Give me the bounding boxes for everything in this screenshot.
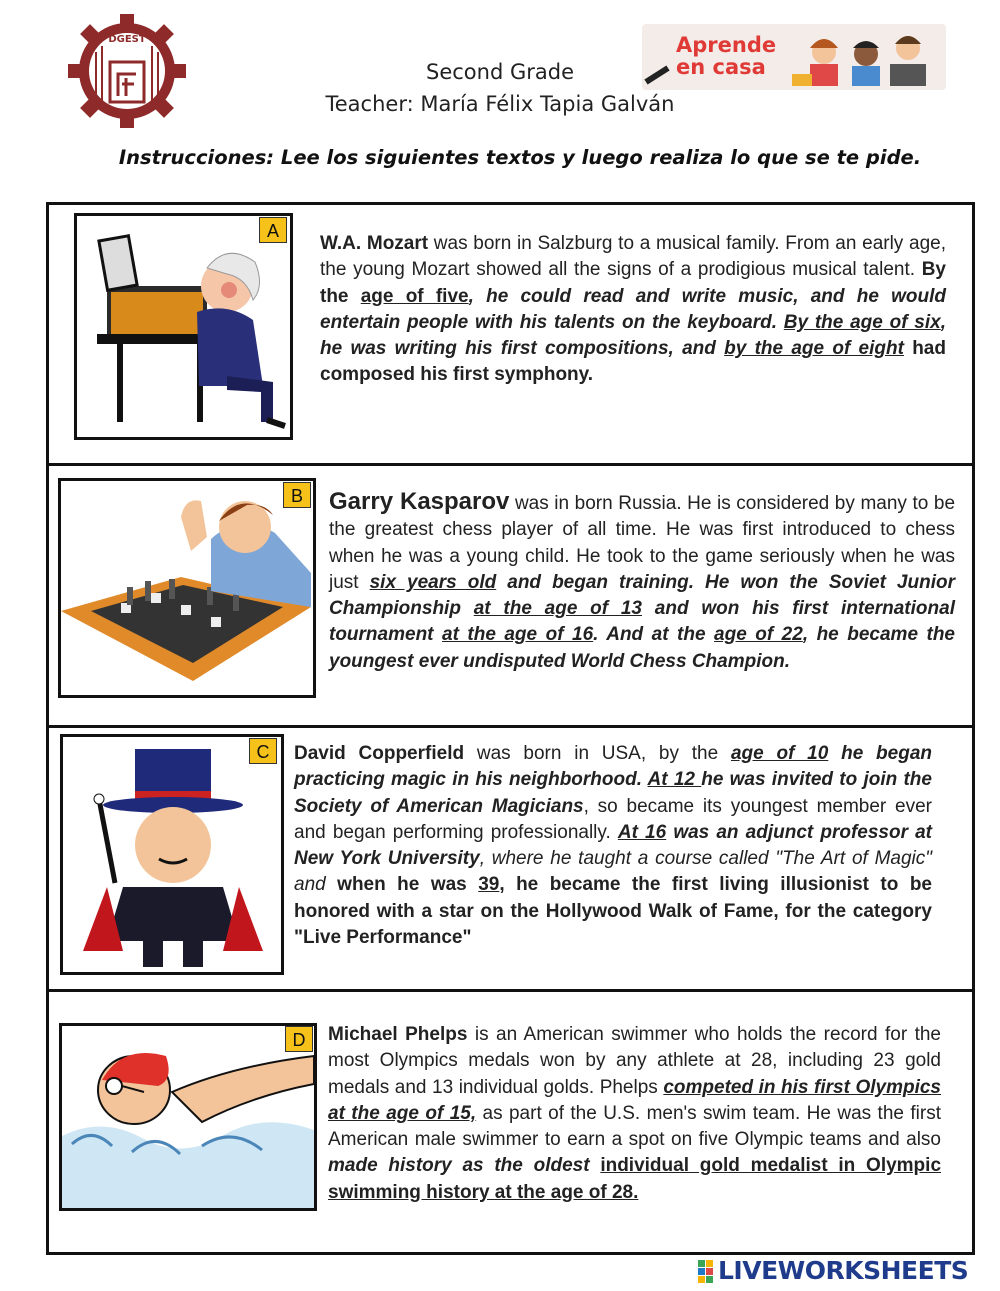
teacher-name: Teacher: María Félix Tapia Galván [325,92,675,116]
phelps-text: Michael Phelps is an American swimmer who holds the record for the most Olympics medals won by any athlete at 28, including 23 gold medals and 13 individual golds. Phelps competed in his first Olympics at the age of 15, as part of the U.S. men's swim team. He was the first American male swimmer to earn a spot on five Olympic teams and also made history as the oldest individual gold medalist in Olympic swimming history at the age of 28. [328,1024,942,1203]
copperfield-image [60,734,284,975]
copperfield-text: David Copperfield was born in USA, by the age of 10 he began practicing magic in his neighborhood. At 12 he was invited to join the Society of American Magicians, so became its youngest member ever and began performing professionally. At 16 was an adjunct professor at New York University, where he taught a course called "The Art of Magic" and when he was 39, he became the first living illusionist to be honored with a star on the Hollywood Walk of Fame, for the category "Live Performance" [294,743,933,949]
badge-b: B [283,482,311,508]
banner-line-2: en casa [676,55,766,79]
kasparov-image [58,478,316,698]
school-logo [66,12,188,130]
instructions: Instrucciones: Lee los siguientes textos y luego realiza lo que se te pide. [118,146,922,169]
aprende-en-casa-banner [642,24,946,90]
mozart-image [74,213,293,440]
badge-d: D [285,1026,313,1052]
kasparov-text: Garry Kasparov was in born Russia. He is considered by many to be the greatest chess player of all time. He was first introduced to chess when he was a young child. He took to the game seriously when he was just six years old and began training. He won the Soviet Junior Championship at the age of 13 and won his first international tournament at the age of 16. And at the age of 22, he became the youngest ever undisputed World Chess Champion. [329,488,956,672]
phelps-image [59,1023,317,1211]
banner-line-1: Aprende [676,33,777,57]
mozart-text: W.A. Mozart was born in Salzburg to a musical family. From an early age, the young Mozart showed all the signs of a prodigious musical talent. By the age of five, he could read and write music, and he would entertain people with his talents on the keyboard. By the age of six, he was writing his first compositions, and by the age of eight had composed his first symphony. [320,233,946,386]
grade-title: Second Grade [426,60,574,84]
footer-text: LIVEWORKSHEETS [718,1256,969,1285]
badge-c: C [249,738,277,764]
logo-text: DGEST [108,34,146,45]
badge-a: A [259,217,287,243]
liveworksheets-logo [698,1256,996,1286]
